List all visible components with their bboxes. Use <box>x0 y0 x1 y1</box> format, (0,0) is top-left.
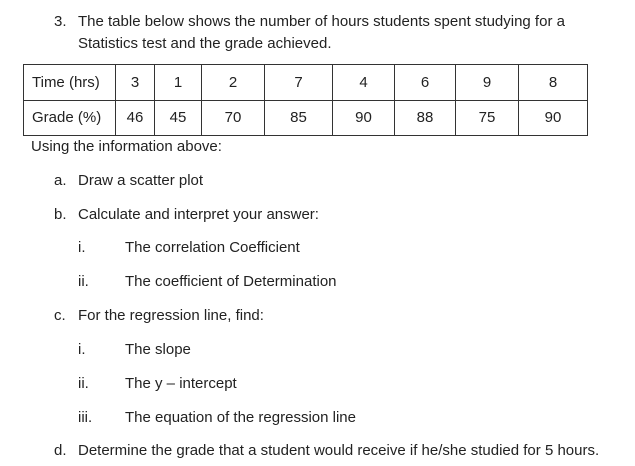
time-cell: 1 <box>155 65 202 101</box>
part-a-label: a. <box>54 172 67 189</box>
part-c-ii-label: ii. <box>78 375 89 392</box>
part-c-i-text: The slope <box>125 341 191 358</box>
time-cell: 9 <box>456 65 519 101</box>
part-b-text: Calculate and interpret your answer: <box>78 206 319 223</box>
time-cell: 4 <box>333 65 395 101</box>
time-cell: 3 <box>116 65 155 101</box>
part-c-label: c. <box>54 307 66 324</box>
part-b-ii-text: The coefficient of Determination <box>125 273 337 290</box>
time-cell: 6 <box>395 65 456 101</box>
time-cell: 7 <box>265 65 333 101</box>
question-text-line-2: Statistics test and the grade achieved. <box>78 35 332 52</box>
part-b-ii-label: ii. <box>78 273 89 290</box>
time-cell: 2 <box>202 65 265 101</box>
part-d-text: Determine the grade that a student would receive if he/she studied for 5 hours. <box>78 442 600 459</box>
time-row <box>24 65 588 101</box>
grade-row-header: Grade (%) <box>24 100 116 136</box>
grade-cell: 90 <box>333 100 395 136</box>
part-b-label: b. <box>54 206 67 223</box>
grade-cell: 85 <box>265 100 333 136</box>
part-d-label: d. <box>54 442 67 459</box>
grade-cell: 90 <box>519 100 588 136</box>
question-number: 3. <box>54 13 67 30</box>
data-table <box>23 64 588 136</box>
grade-cell: 70 <box>202 100 265 136</box>
grade-row <box>24 100 588 136</box>
part-c-iii-text: The equation of the regression line <box>125 409 356 426</box>
grade-cell: 75 <box>456 100 519 136</box>
part-c-text: For the regression line, find: <box>78 307 264 324</box>
grade-cell: 45 <box>155 100 202 136</box>
time-cell: 8 <box>519 65 588 101</box>
question-text-line-1: The table below shows the number of hours students spent studying for a <box>78 13 565 30</box>
time-row-header: Time (hrs) <box>24 65 116 101</box>
part-a-text: Draw a scatter plot <box>78 172 204 189</box>
intro-text: Using the information above: <box>31 138 222 155</box>
part-c-i-label: i. <box>78 341 86 358</box>
part-c-iii-label: iii. <box>78 409 93 426</box>
grade-cell: 46 <box>116 100 155 136</box>
part-b-i-label: i. <box>78 239 86 256</box>
part-b-i-text: The correlation Coefficient <box>125 239 300 256</box>
grade-cell: 88 <box>395 100 456 136</box>
part-c-ii-text: The y – intercept <box>125 375 237 392</box>
